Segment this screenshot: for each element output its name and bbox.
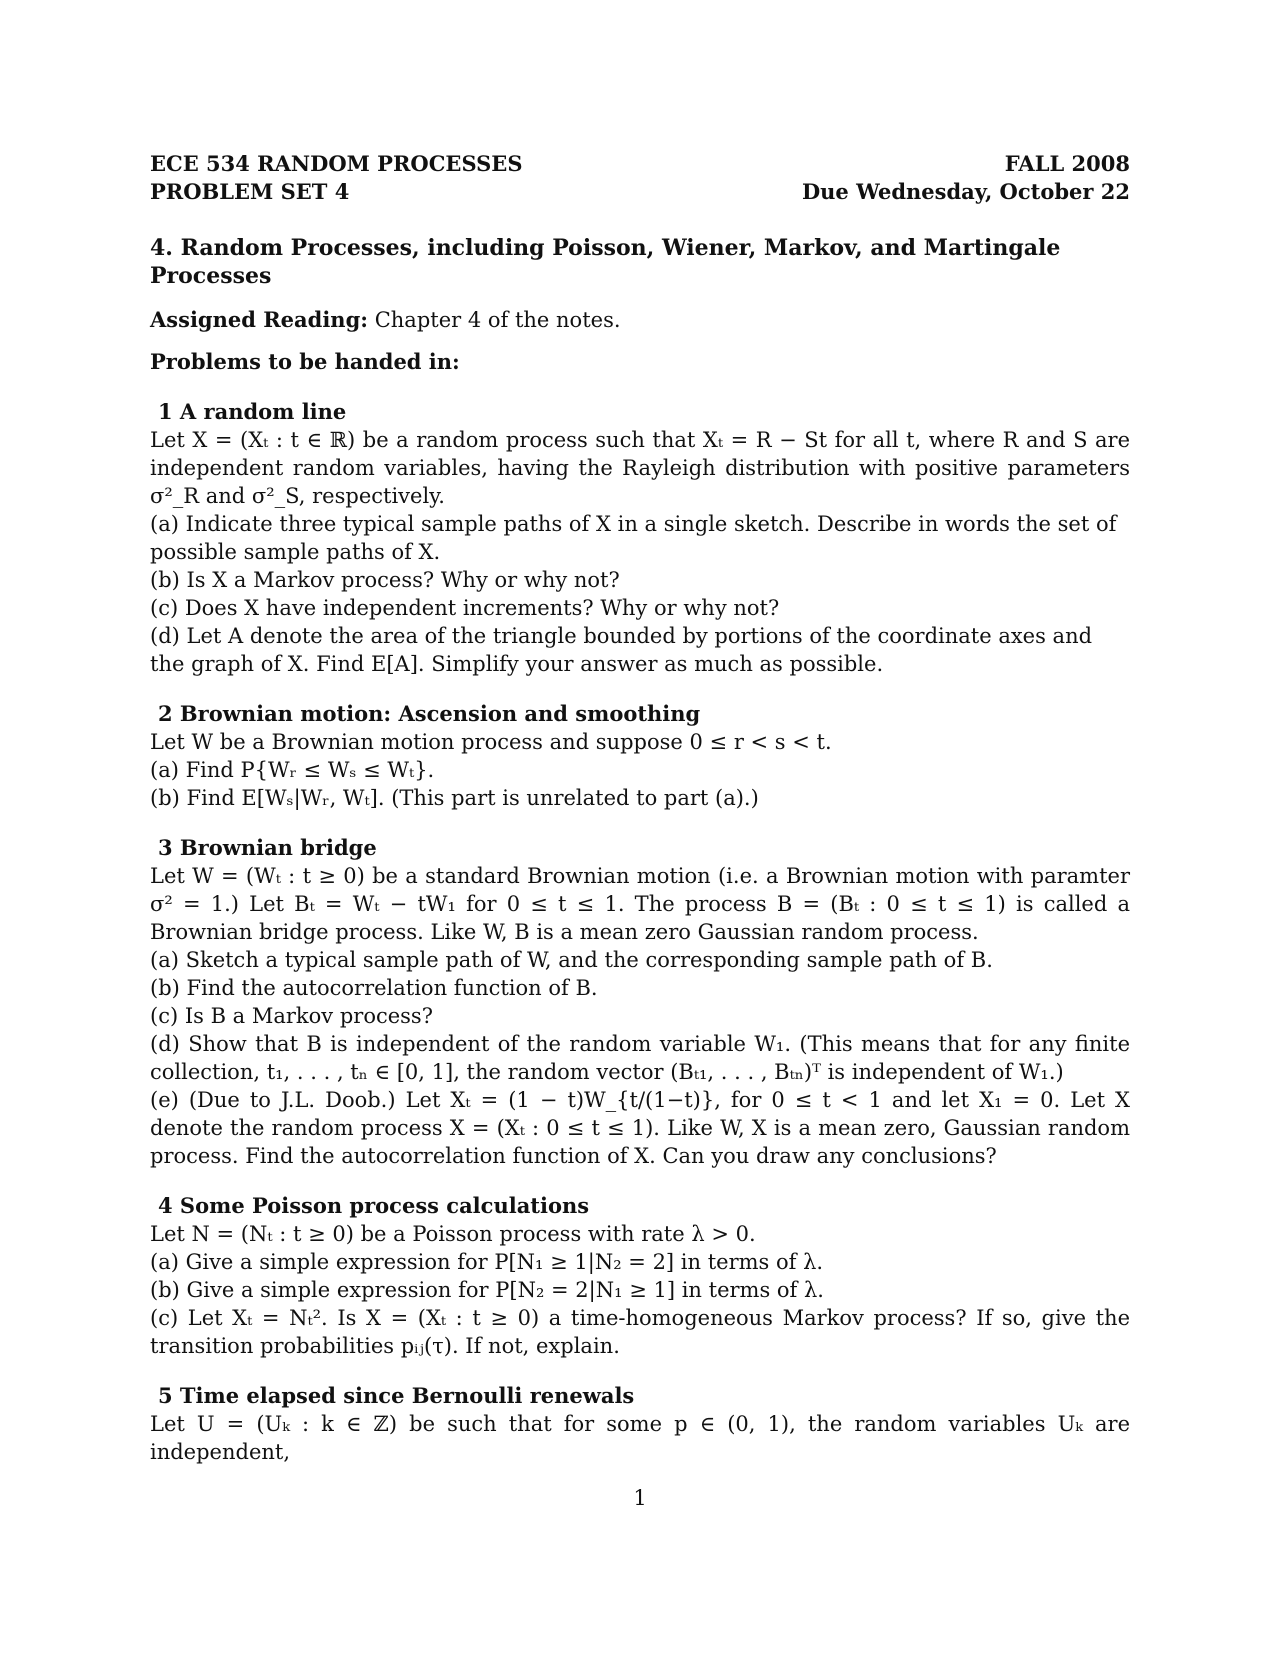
page-number: 1: [633, 1486, 647, 1510]
page-header: [150, 150, 1130, 206]
handin-heading: Problems to be handed in:: [150, 349, 460, 374]
problem-part: (b) Find the autocorrelation function of B.: [150, 976, 598, 1000]
problem-3: [150, 834, 1130, 1170]
problem-part: (d) Let A denote the area of the triangle bounded by portions of the coordinate axes and the graph of X. Find E[A]. Simplify your answer as much as possible.: [150, 624, 1093, 676]
problem-part: (b) Give a simple expression for P[N₂ = 2|N₁ ≥ 1] in terms of λ.: [150, 1278, 824, 1302]
term-label: FALL 2008: [1004, 151, 1130, 176]
problem-part: (a) Indicate three typical sample paths of X in a single sketch. Describe in words the set of possible sample paths of X.: [150, 512, 1117, 564]
problem-part: (a) Find P{Wᵣ ≤ Wₛ ≤ Wₜ}.: [150, 758, 435, 782]
problem-5: [150, 1382, 1130, 1466]
problem-title: 3 Brownian bridge: [158, 835, 377, 860]
problem-title: 4 Some Poisson process calculations: [158, 1193, 590, 1218]
problem-intro: Let X = (Xₜ : t ∈ ℝ) be a random process such that Xₜ = R − St for all t, where R and S are independent random variables, having the Rayleigh distribution with positive parameters σ²_R and σ²_S, respectively.: [150, 428, 1130, 508]
problem-set-label: PROBLEM SET 4: [150, 179, 350, 204]
section-title: 4. Random Processes, including Poisson, Wiener, Markov, and Martingale Processes: [150, 235, 1061, 289]
problem-title: 5 Time elapsed since Bernoulli renewals: [158, 1383, 635, 1408]
course-title: ECE 534 RANDOM PROCESSES: [150, 151, 523, 176]
problem-part: (c) Let Xₜ = Nₜ². Is X = (Xₜ : t ≥ 0) a time-homogeneous Markov process? If so, give the transition probabilities pᵢⱼ(τ). If not, explain.: [150, 1306, 1130, 1358]
due-date: Due Wednesday, October 22: [801, 179, 1130, 204]
problem-part: (a) Sketch a typical sample path of W, and the corresponding sample path of B.: [150, 948, 993, 972]
problem-intro: Let N = (Nₜ : t ≥ 0) be a Poisson process with rate λ > 0.: [150, 1222, 756, 1246]
problem-part: (c) Is B a Markov process?: [150, 1004, 433, 1028]
problem-part: (e) (Due to J.L. Doob.) Let Xₜ = (1 − t)W_{t/(1−t)}, for 0 ≤ t < 1 and let X₁ = 0. Let X denote the random process X = (Xₜ : 0 ≤ t ≤ 1). Like W, X is a mean zero, Gaussian random process. Find the autocorrelation function of X. Can you draw any conclusions?: [150, 1088, 1130, 1168]
problem-part: (c) Does X have independent increments? Why or why not?: [150, 596, 780, 620]
problem-part: (d) Show that B is independent of the random variable W₁. (This means that for any finite collection, t₁, . . . , tₙ ∈ [0, 1], the random vector (Bₜ₁, . . . , Bₜₙ)ᵀ is independent of W₁.): [150, 1032, 1130, 1084]
problem-part: (b) Find E[Wₛ|Wᵣ, Wₜ]. (This part is unrelated to part (a).): [150, 786, 759, 810]
problem-intro: Let W be a Brownian motion process and suppose 0 ≤ r < s < t.: [150, 730, 832, 754]
problem-title: 1 A random line: [158, 399, 347, 424]
problem-title: 2 Brownian motion: Ascension and smoothing: [158, 701, 701, 726]
problem-part: (b) Is X a Markov process? Why or why not?: [150, 568, 620, 592]
problem-intro: Let U = (Uₖ : k ∈ ℤ) be such that for some p ∈ (0, 1), the random variables Uₖ are independent,: [150, 1412, 1130, 1464]
problem-4: [150, 1192, 1130, 1360]
problem-1: [150, 398, 1130, 678]
document-page: [150, 150, 1130, 1466]
problem-intro: Let W = (Wₜ : t ≥ 0) be a standard Brownian motion (i.e. a Brownian motion with paramter σ² = 1.) Let Bₜ = Wₜ − tW₁ for 0 ≤ t ≤ 1. The process B = (Bₜ : 0 ≤ t ≤ 1) is called a Brownian bridge process. Like W, B is a mean zero Gaussian random process.: [150, 864, 1130, 944]
problem-2: [150, 700, 1130, 812]
reading-label: Assigned Reading:: [150, 307, 369, 332]
assigned-reading: [150, 306, 1130, 334]
reading-text: Chapter 4 of the notes.: [374, 308, 621, 332]
problem-part: (a) Give a simple expression for P[N₁ ≥ 1|N₂ = 2] in terms of λ.: [150, 1250, 824, 1274]
